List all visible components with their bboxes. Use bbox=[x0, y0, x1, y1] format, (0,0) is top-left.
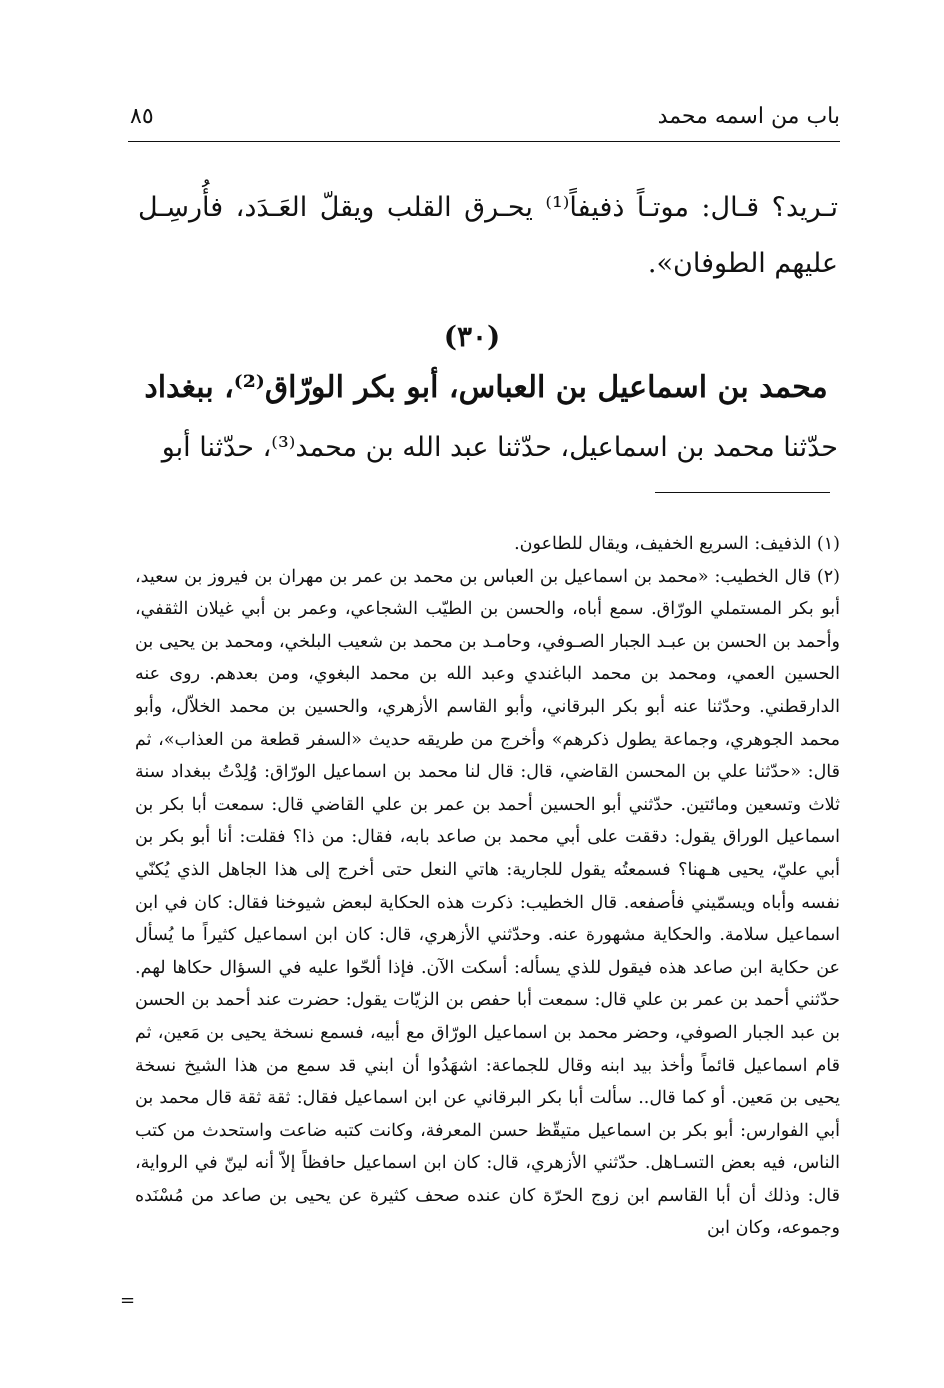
page-number: ٨٥ bbox=[130, 104, 154, 129]
header-title: باب من اسمه محمد bbox=[657, 104, 840, 129]
footnote-2: (٢) قال الخطيب: «محمد بن اسماعيل بن العباس بن محمد بن عمر بن مهران بن فيروز بن سعيد، أبو بكر المستملي الورّاق. سمع أباه، والحسن بن الطيّب الشجاعي، وعمر بن أبي غيلان الثقفي، وأحمد بن الحسن بن عبـد الجبار الصـوفي، وحامـد بن محمد بن شعيب البلخي، ومحمد بن يحيى بن الحسين العمي، ومحمد بن محمد الباغندي وعبد الله بن محمد البغوي، ومن بعدهم. روى عنه الدارقطني. وحدّثنا عنه أبو بكر البرقاني، وأبو القاسم الأزهري، والحسين بن محمد الخلاّل، وأبو محمد الجوهري، وجماعة يطول ذكرهم» وأخرج من طريقه حديث «السفر قطعة من العذاب»، ثم قال: «حدّثنا علي بن المحسن القاضي، قال: قال لنا محمد بن اسماعيل الورّاق: وُلِدْتُ ببغداد سنة ثلاث وتسعين ومائتين. حدّثني أبو الحسين أحمد بن عمر بن علي القاضي قال: سمعت أبا بكر بن اسماعيل الوراق يقول: دققت على أبي محمد بن صاعد بابه، فقال: من ذا؟ فقلت: أنا أبو بكر بن أبي عليّ، يحيى هـهنا؟ فسمعتُه يقول للجارية: هاتي النعل حتى أخرج إلى هذا الجاهل الذي يُكنّي نفسه وأباه ويسمّيني فأصفعه. قال الخطيب: ذكرت هذه الحكاية لبعض شيوخنا فقال: كان في ابن اسماعيل سلامة. والحكاية مشهورة عنه. وحدّثني الأزهري، قال: كان ابن اسماعيل كثيراً ما يُسأل عن حكاية ابن صاعد هذه فيقول للذي يسأله: أسكت الآن. فإذا ألحّوا عليه في السؤال حكاها لهم. حدّثني أحمد بن عمر بن علي قال: سمعت أبا حفص بن الزيّات يقول: حضرت عند أحمد بن الحسن بن عبد الجبار الصوفي، وحضر محمد بن اسماعيل الورّاق مع أبيه، فسمع نسخة يحيى بن مَعين، ثم قام اسماعيل قائماً وأخذ بيد ابنه وقال للجماعة: اشهَدُوا أن ابني قد سمع من هذا الشيخ نسخة يحيى بن مَعين. أو كما قال.. سألت أبا بكر البرقاني عن ابن اسماعيل فقال: ثقة ثقة قال محمد بن أبي الفوارس: أبو بكر بن اسماعيل متيقّظ حسن المعرفة، وكانت كتبه ضاعت واستحدث من كتب الناس، فيه بعض التسـاهل. حدّثني الأزهري، قال: كان ابن اسماعيل حافظاً إلاّ أنه لينّ في الرواية، قال: وذلك أن أبا القاسم ابن زوج الحرّة كان عنده صحف كثيرة عن يحيى بن صاعد من مُسْنَده وجموعه، وكان ابن bbox=[135, 566, 840, 1239]
footnotes bbox=[135, 528, 840, 1245]
header-divider bbox=[128, 141, 840, 142]
narration-line: حدّثنا محمد بن اسماعيل، حدّثنا عبد الله بن محمد⁽³⁾، حدّثنا أبو bbox=[161, 432, 838, 463]
footnote-divider bbox=[655, 492, 830, 493]
continuation-mark: = bbox=[120, 1290, 136, 1311]
section-title: محمد بن اسماعيل بن العباس، أبو بكر الورّاق⁽²⁾، ببغداد bbox=[144, 370, 828, 405]
running-header bbox=[130, 102, 840, 136]
section-number: (٣٠) bbox=[443, 320, 501, 353]
footnote-1: (١) الذفيف: السريع الخفيف، ويقال للطاعون. bbox=[514, 534, 840, 554]
opening-paragraph: تـريد؟ قـال: موتـاً ذفيفاً⁽¹⁾ يحـرق القلب ويقلّ العَـدَد، فأُرسِـل عليهم الطوفان». bbox=[138, 192, 838, 279]
